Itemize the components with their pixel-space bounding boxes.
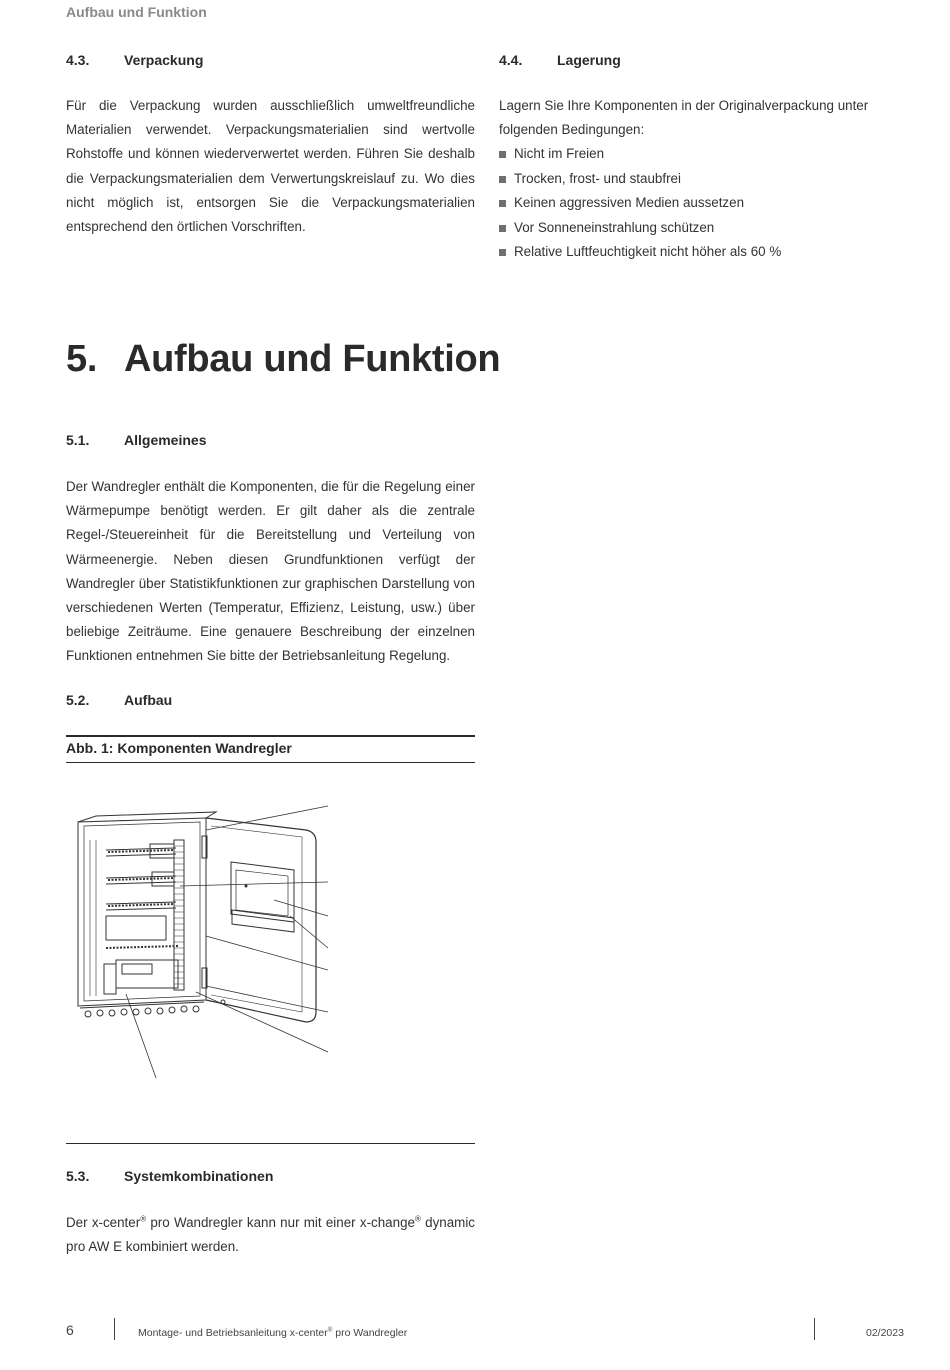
- storage-conditions-list: [499, 142, 908, 265]
- square-bullet-icon: [499, 249, 506, 256]
- figure-caption: Abb. 1: Komponenten Wandregler: [66, 740, 292, 756]
- section-number: 5.3.: [66, 1168, 90, 1184]
- section-number: 4.3.: [66, 52, 90, 68]
- list-item: Vor Sonneneinstrahlung schützen: [499, 216, 908, 241]
- section-number: 5.2.: [66, 692, 90, 708]
- square-bullet-icon: [499, 151, 506, 158]
- footer-date: 02/2023: [866, 1327, 904, 1339]
- chapter-heading: [66, 338, 500, 381]
- list-item: Nicht im Freien: [499, 142, 908, 167]
- section-heading-5-1: [66, 432, 206, 448]
- paragraph-lagerung: Lagern Sie Ihre Komponenten in der Originalverpackung unter folgenden Bedingungen:: [499, 98, 869, 138]
- chapter-title: Aufbau und Funktion: [124, 338, 501, 380]
- wall-controller-illustration: [66, 800, 346, 1090]
- section-title: Systemkombinationen: [124, 1168, 274, 1184]
- footer-divider: [814, 1318, 815, 1340]
- square-bullet-icon: [499, 200, 506, 207]
- list-item: Keinen aggressiven Medien aussetzen: [499, 191, 908, 216]
- section-title: Allgemeines: [124, 432, 207, 448]
- section-number: 5.1.: [66, 432, 90, 448]
- paragraph-verpackung: Für die Verpackung wurden ausschließlich umweltfreundliche Materialien verwendet. Verpackungsmaterialien sind wertvolle Rohstoffe und können wiederverwertet werden. Führen Sie deshalb die Verpackungsmaterialien dem Verwertungskreislauf zu. Wo dies nicht möglich ist, entsorgen Sie die Verpackungsmaterialien entsprechend den örtlichen Vorschriften.: [66, 98, 475, 235]
- paragraph-systemkombinationen: Der x-center® pro Wandregler kann nur mit einer x-change® dynamic pro AW E kombiniert werden.: [66, 1214, 475, 1255]
- section-heading-4-3: [66, 52, 203, 68]
- section-heading-5-3: [66, 1168, 273, 1184]
- section-title: Lagerung: [557, 52, 621, 68]
- figure-top-rule: [66, 735, 475, 737]
- list-item: Trocken, frost- und staubfrei: [499, 167, 908, 192]
- page-number: 6: [66, 1322, 74, 1338]
- chapter-number: 5.: [66, 338, 98, 380]
- section-title: Verpackung: [124, 52, 204, 68]
- figure-bottom-rule: [66, 1143, 475, 1144]
- section-number: 4.4.: [499, 52, 523, 68]
- footer-divider: [114, 1318, 115, 1340]
- paragraph-allgemeines: Der Wandregler enthält die Komponenten, die für die Regelung einer Wärmepumpe benötigt werden. Er gilt daher als die zentrale Regel-/Steuereinheit für die Bereitstellung und Verteilung von Wärmeenergie. Neben diesen Grundfunktionen verfügt der Wandregler über Statistikfunktionen zur graphischen Darstellung von verschiedenen Werten (Temperatur, Effizienz, Leistung, usw.) über beliebige Zeiträume. Eine genauere Beschreibung der einzelnen Funktionen entnehmen Sie bitte der Betriebsanleitung Regelung.: [66, 479, 475, 664]
- square-bullet-icon: [499, 225, 506, 232]
- running-header: Aufbau und Funktion: [66, 4, 207, 20]
- section-heading-4-4: [499, 52, 621, 68]
- section-title: Aufbau: [124, 692, 173, 708]
- section-heading-5-2: [66, 692, 172, 708]
- list-item: Relative Luftfeuchtigkeit nicht höher als 60 %: [499, 240, 908, 265]
- footer-document-title: Montage- und Betriebsanleitung x-center® pro Wandregler: [138, 1326, 408, 1339]
- figure-caption-rule: [66, 762, 475, 763]
- square-bullet-icon: [499, 176, 506, 183]
